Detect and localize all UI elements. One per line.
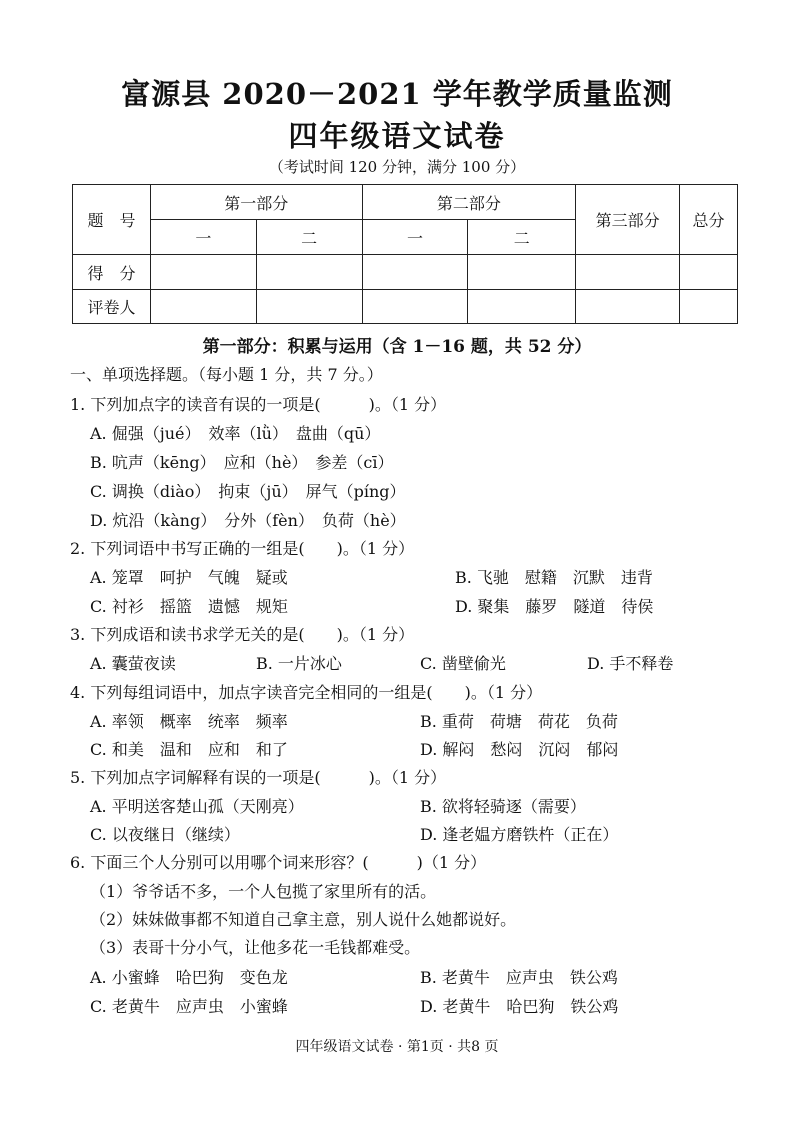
q2-option-a: A. 笼罩 呵护 气魄 疑或 <box>90 568 288 587</box>
q3-option-b: B. 一片冰心 <box>256 654 342 673</box>
q6-statement-1: （1）爷爷话不多，一个人包揽了家里所有的活。 <box>90 882 437 901</box>
row-label-score: 得 分 <box>73 255 151 290</box>
part1-sub2: 二 <box>256 220 362 255</box>
q5-option-d: D. 逢老媪方磨铁杵（正在） <box>420 825 619 844</box>
grader-cell <box>362 290 468 324</box>
score-cell <box>576 255 680 290</box>
part3-header: 第三部分 <box>576 185 680 255</box>
section1-heading: 一、单项选择题。（每小题 1 分，共 7 分。） <box>70 365 383 384</box>
part2-sub2: 二 <box>468 220 576 255</box>
q1-option-a: A. 倔强（jué） 效率（lǜ） 盘曲（qū） <box>90 424 381 443</box>
grader-cell <box>468 290 576 324</box>
part2-sub1: 一 <box>362 220 468 255</box>
q6-statement-2: （2）妹妹做事都不知道自己拿主意，别人说什么她都说好。 <box>90 910 517 929</box>
q5-option-a: A. 平明送客楚山孤（天刚亮） <box>90 797 304 816</box>
q1-option-c: C. 调换（diào） 拘束（jū） 屏气（píng） <box>90 482 406 501</box>
grader-cell <box>680 290 738 324</box>
q3-option-d: D. 手不释卷 <box>587 654 674 673</box>
q4-option-c: C. 和美 温和 应和 和了 <box>90 740 288 759</box>
q2-stem: 2. 下列词语中书写正确的一组是( )。（1 分） <box>70 539 415 558</box>
q5-stem: 5. 下列加点字词解释有误的一项是( )。（1 分） <box>70 768 447 787</box>
exam-info: （考试时间 120 分钟，满分 100 分） <box>268 158 526 176</box>
part1-header: 第一部分 <box>150 185 362 220</box>
q6-option-b: B. 老黄牛 应声虫 铁公鸡 <box>420 968 618 987</box>
score-cell <box>150 255 256 290</box>
q2-option-c: C. 衬衫 摇篮 遗憾 规矩 <box>90 597 288 616</box>
q6-statement-3: （3）表哥十分小气，让他多花一毛钱都难受。 <box>90 938 421 957</box>
q5-option-b: B. 欲将轻骑逐（需要） <box>420 797 586 816</box>
q2-option-d: D. 聚集 藤罗 隧道 待侯 <box>455 597 654 616</box>
q4-option-b: B. 重荷 荷塘 荷花 负荷 <box>420 712 618 731</box>
row-label-grader: 评卷人 <box>73 290 151 324</box>
part1-sub1: 一 <box>150 220 256 255</box>
exam-subject-title: 四年级语文试卷 <box>288 119 506 153</box>
q4-stem: 4. 下列每组词语中，加点字读音完全相同的一组是( )。（1 分） <box>70 683 543 702</box>
q5-option-c: C. 以夜继日（继续） <box>90 825 240 844</box>
grader-cell <box>150 290 256 324</box>
score-cell <box>256 255 362 290</box>
q2-option-b: B. 飞驰 慰籍 沉默 违背 <box>455 568 653 587</box>
grader-cell <box>576 290 680 324</box>
q3-option-a: A. 囊萤夜读 <box>90 654 176 673</box>
q3-stem: 3. 下列成语和读书求学无关的是( )。（1 分） <box>70 625 415 644</box>
score-cell <box>468 255 576 290</box>
grader-cell <box>256 290 362 324</box>
q1-stem: 1. 下列加点字的读音有误的一项是( )。（1 分） <box>70 395 447 414</box>
exam-title: 富源县 2020－2021 学年教学质量监测 <box>121 77 673 111</box>
page-footer: 四年级语文试卷 · 第1页 · 共8 页 <box>295 1039 499 1055</box>
q1-option-d: D. 炕沿（kàng） 分外（fèn） 负荷（hè） <box>90 511 406 530</box>
q1-option-b: B. 吭声（kēng） 应和（hè） 参差（cī） <box>90 453 394 472</box>
total-header: 总分 <box>680 185 738 255</box>
q4-option-a: A. 率领 概率 统率 频率 <box>90 712 288 731</box>
q6-option-c: C. 老黄牛 应声虫 小蜜蜂 <box>90 997 288 1016</box>
q4-option-d: D. 解闷 愁闷 沉闷 郁闷 <box>420 740 619 759</box>
score-cell <box>680 255 738 290</box>
score-table <box>72 184 738 324</box>
part2-header: 第二部分 <box>362 185 576 220</box>
q6-option-d: D. 老黄牛 哈巴狗 铁公鸡 <box>420 997 619 1016</box>
q6-option-a: A. 小蜜蜂 哈巴狗 变色龙 <box>90 968 288 987</box>
row-label-number: 题 号 <box>73 185 151 255</box>
part1-heading: 第一部分：积累与运用（含 1－16 题，共 52 分） <box>202 337 592 357</box>
q3-option-c: C. 凿壁偷光 <box>420 654 506 673</box>
q6-stem: 6. 下面三个人分别可以用哪个词来形容？( )（1 分） <box>70 853 487 872</box>
score-cell <box>362 255 468 290</box>
